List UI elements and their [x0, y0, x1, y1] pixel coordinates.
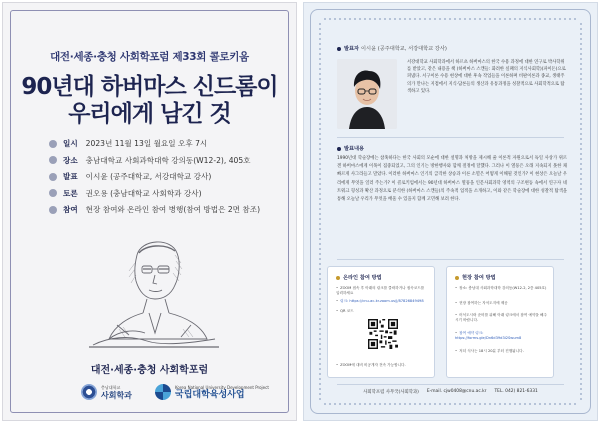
info-place: 장소 충남대학교 사회과학대학 강의동(W12-2), 405호	[49, 155, 289, 172]
onsite-place: • 장소: 충남대 사회과학대학 강의동(W12-2, 2층 405호)	[455, 286, 547, 291]
bullet-icon	[49, 156, 57, 164]
bullet-icon	[49, 206, 57, 214]
reservation-link[interactable]: • 참여 예약 링크: https://forms.gle/Dn6d39d3i2Swum8	[455, 331, 547, 341]
bullet-icon	[455, 276, 459, 280]
bullet-icon	[49, 173, 57, 181]
zoom-link[interactable]: • 링크: https://cnu-ac-kr.zoom.us/j/87826849498	[336, 299, 428, 304]
dotted-border-top	[324, 18, 577, 20]
online-heading: 온라인 참여 방법	[336, 274, 382, 281]
host-name: 대전·세종·충청 사회학포럼	[90, 365, 209, 376]
onsite-dinner-time: • 저녁 식사는 18시 20분 부터 진행됩니다.	[455, 349, 547, 354]
poster-front	[2, 2, 297, 421]
bullet-icon	[49, 189, 57, 197]
dept-logo: 충남대학교 사회학과	[81, 384, 132, 400]
national-university-project-logo: Korea National University Development Project 국립대학육성사업	[155, 384, 269, 400]
info-presenter: 발표 이시윤 (공주대학교, 서강대학교 강사)	[49, 171, 289, 188]
onsite-participation-box	[446, 266, 554, 378]
project-emblem-icon	[155, 384, 171, 400]
presenter-photo-image	[337, 59, 397, 129]
bullet-icon	[336, 276, 340, 280]
dotted-border-right	[580, 23, 582, 400]
online-participation-box	[327, 266, 435, 378]
content-heading: 발표내용	[337, 145, 364, 152]
bullet-icon	[49, 140, 57, 148]
section-divider	[337, 259, 564, 260]
university-emblem-icon	[81, 384, 97, 400]
onsite-reservation: • 어석도시락 준비를 위해 아래 링크에서 참여 예약을 해주시기 바랍니다.	[455, 313, 547, 323]
bullet-icon	[337, 47, 341, 51]
event-info-list	[49, 138, 289, 221]
contact-footer	[337, 384, 564, 398]
habermas-portrait-illustration	[89, 233, 219, 351]
section-divider	[337, 137, 564, 138]
footer-email[interactable]: E-mail. cjw0408@cnu.ac.kr	[426, 389, 487, 394]
qr-code-icon[interactable]	[368, 319, 398, 349]
presenter-heading: 발표자 이시윤 (공주대학교, 서강대학교 강사)	[337, 45, 447, 52]
info-participation: 참여 현장 참여와 온라인 참여 병행(참여 방법은 2면 참조)	[49, 204, 289, 221]
forum-subtitle: 대전·세종·충청 사회학포럼 제33회 콜로키움	[50, 51, 249, 63]
poster-back	[303, 2, 598, 421]
dotted-border-bottom	[324, 403, 577, 405]
info-discussant: 토론 권오용 (충남대학교 사회학과 강사)	[49, 188, 289, 205]
footer-org: 사회학포럼 사무국(사회학과)	[363, 389, 419, 395]
online-step: • ZOOM 접속 후 아래의 링크를 클릭하거나 접속코드를 입력하세요	[336, 286, 428, 296]
presenter-photo	[337, 59, 397, 129]
onsite-dinner: • 현장 참여하는 자석도지에 제공	[455, 301, 547, 306]
footer-tel: TEL. 042) 821-6331	[494, 389, 538, 394]
presenter-bio: 서강대학교 사회학과에서 하르츠 하버마스의 한국 수용 과정에 대한 연구로 박사학위를 받았고, 같은 내용을 책 (하버마스 스캔들: 화려한 실패의 지식사회학)(파이돈)으로 펴냈다. 서구이론 수용 현상에 대한 후속 작업들을 이론하며 비판이론과 종교, 생태주의가 만나는 지점에서 지식·담론들의 생산과 유통과정을 성찰적으로 사회학적으로 탐색하고 있다.	[407, 60, 566, 94]
bullet-icon	[337, 147, 341, 151]
poster-title-line2: 우리에게 남긴 것	[68, 101, 231, 127]
onsite-heading: 현장 참여 방법	[455, 274, 496, 281]
info-date: 일시 2023년 11월 13일 월요일 오후 7시	[49, 138, 289, 155]
dotted-border-left	[319, 23, 321, 400]
poster-title-line1: 90년대 하버마스 신드롬이	[21, 74, 278, 100]
online-note: • ZOOM에 대비 비공개자 전속 가능합니다.	[336, 363, 428, 368]
talk-abstract: 1990년대 학술장에는 참혹하다는 한국 사회의 모순에 대한 설명과 처방을 제시해 줄 이론적 자원으로서 독일 사상가 위르겐 하버마스에게 이목이 집중되었고, 그의 인기는 방한행사와 함께 절정에 달했다. 그러나 이 열풍은 오래 지속되지 못한 채 빠르게 사그라들고 말았다. 이러한 하버마스 인기의 급격한 상승과 이른 소멸은 어떻게 이해될 것인가? 이 현상은 오늘날 우리에게 무엇을 일러 주는가? 이 콜로키엄에서는 90년대 하버마스 열풍을 인문사회과학 영역의 구조변동 속에서 연구자 네트워크 형성과 확산 과정으로 분석한 (하버마스 스캔들)의 주속적 업적을 소개하고, 이와 같은 학술장에 대한 성찰적 탐색을 통해 오늘날 우리가 무엇을 배울 수 있을지 함께 고민해 보려 한다.	[337, 156, 567, 203]
qr-label: • QR 코드	[336, 309, 428, 314]
